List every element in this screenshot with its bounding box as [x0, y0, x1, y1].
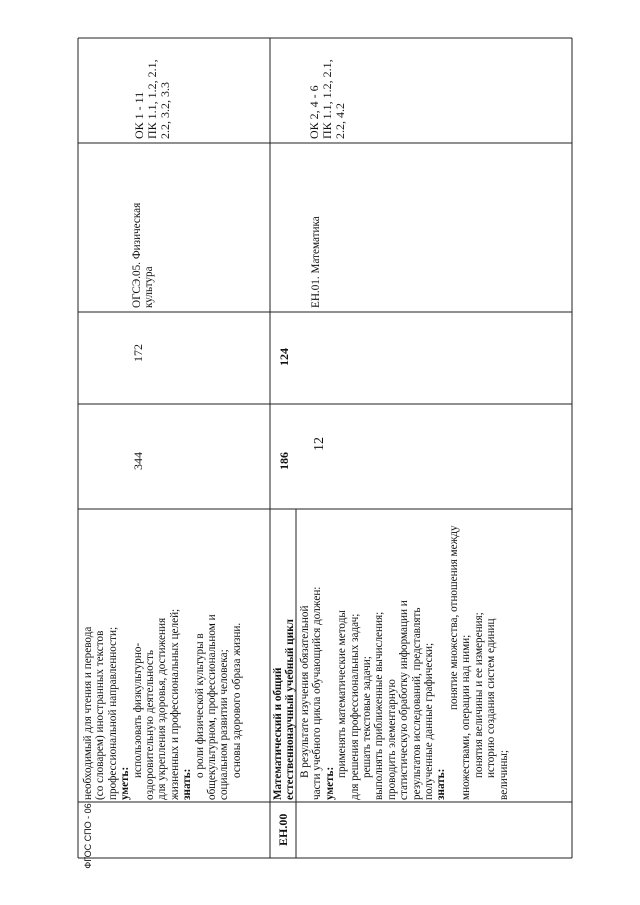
row2-discipline-line: ЕН.01. Математика — [310, 216, 322, 308]
row2-umet-line: выполнять приближенные вычисления; — [373, 611, 386, 800]
row2-umet-line: статистическую обработку информации и — [398, 600, 411, 800]
row1-umet-line: использовать физкультурно- — [131, 642, 144, 778]
row1-competency-line: 2.2, 3.2, 3.3 — [158, 82, 172, 139]
row1-umet-line: оздоровительную деятельность — [144, 650, 157, 800]
row1-line: необходимый для чтения и перевода — [82, 626, 94, 800]
row1-required-hours: 172 — [131, 344, 145, 362]
row2-znat-line: множествами, операции над ними; — [460, 634, 473, 800]
row1-umet-line: для укрепления здоровья, достижения — [156, 617, 169, 800]
row1-competency-line: ПК 1.1, 1.2, 2.1, — [145, 59, 159, 139]
row1-discipline-line: культура — [143, 266, 156, 308]
row1-znat-label: знать: — [181, 768, 194, 800]
row2-umet-line: полученные данные графически; — [423, 642, 436, 800]
footer-label: ФГОС СПО - 06 — [83, 803, 93, 869]
row2-index: ЕН.00 — [276, 813, 290, 846]
row1-discipline — [131, 203, 156, 308]
row2-znat-line: понятия величины и ее измерения; — [472, 612, 485, 778]
row1-line: профессиональной направленности; — [106, 626, 119, 800]
row2-intro-line: В результате изучения обязательной — [299, 605, 311, 778]
row1-discipline-line: ОГСЭ.05. Физическая — [131, 202, 143, 308]
row2-discipline — [310, 216, 322, 308]
row1-competencies — [133, 59, 172, 139]
row1-total-hours: 344 — [131, 452, 145, 470]
row2-title-line: Математический и общий — [272, 667, 284, 800]
row2-znat-line: величины; — [497, 750, 510, 800]
row2-competency-line: ОК 2, 4 - 6 — [307, 85, 321, 139]
row2-content — [299, 525, 510, 800]
row2-umet-label: уметь: — [323, 766, 336, 800]
row2-competency-line: 2.2, 4.2 — [333, 103, 347, 139]
row2-intro-line: части учебного цикла обучающийся должен: — [311, 586, 324, 800]
row2-znat-line: историю создания систем единиц — [485, 618, 498, 778]
row1-competency-line: ОК 1 - 11 — [132, 91, 146, 139]
row2-umet-line: решать текстовые задачи; — [361, 656, 374, 778]
row2-competencies — [308, 59, 347, 139]
row1-znat-line: о роли физической культуры в — [193, 633, 206, 778]
row2-competency-line: ПК 1.1, 1.2, 2.1, — [320, 59, 334, 139]
row1-znat-line: общекультурном, профессиональном и — [206, 614, 219, 800]
row2-znat-label: знать: — [435, 768, 448, 800]
row2-title — [272, 619, 297, 800]
page-number: 12 — [312, 437, 327, 451]
row1-line: (со словарем) иностранных текстов — [94, 630, 107, 800]
row2-umet-line: применять математические методы — [336, 610, 349, 778]
row2-title-line: естественнонаучный учебный цикл — [284, 619, 297, 800]
row2-umet-line: результатов исследований, представлять — [410, 607, 423, 800]
row2-total-hours: 186 — [277, 452, 291, 470]
row2-umet-line: проводить элементарную — [385, 679, 398, 800]
row1-umet-label: уметь: — [119, 766, 132, 800]
row1-znat-line: социальном развитии человека; — [218, 649, 231, 800]
row1-znat-line: основы здорового образа жизни. — [230, 622, 243, 778]
row2-znat-line: понятие множества, отношения между — [447, 525, 460, 710]
row2-umet-line: для решения профессиональных задач; — [348, 613, 361, 800]
row2-required-hours: 124 — [277, 348, 291, 366]
row1-umet-line: жизненных и профессиональных целей; — [168, 608, 181, 800]
row1-content — [82, 609, 243, 800]
